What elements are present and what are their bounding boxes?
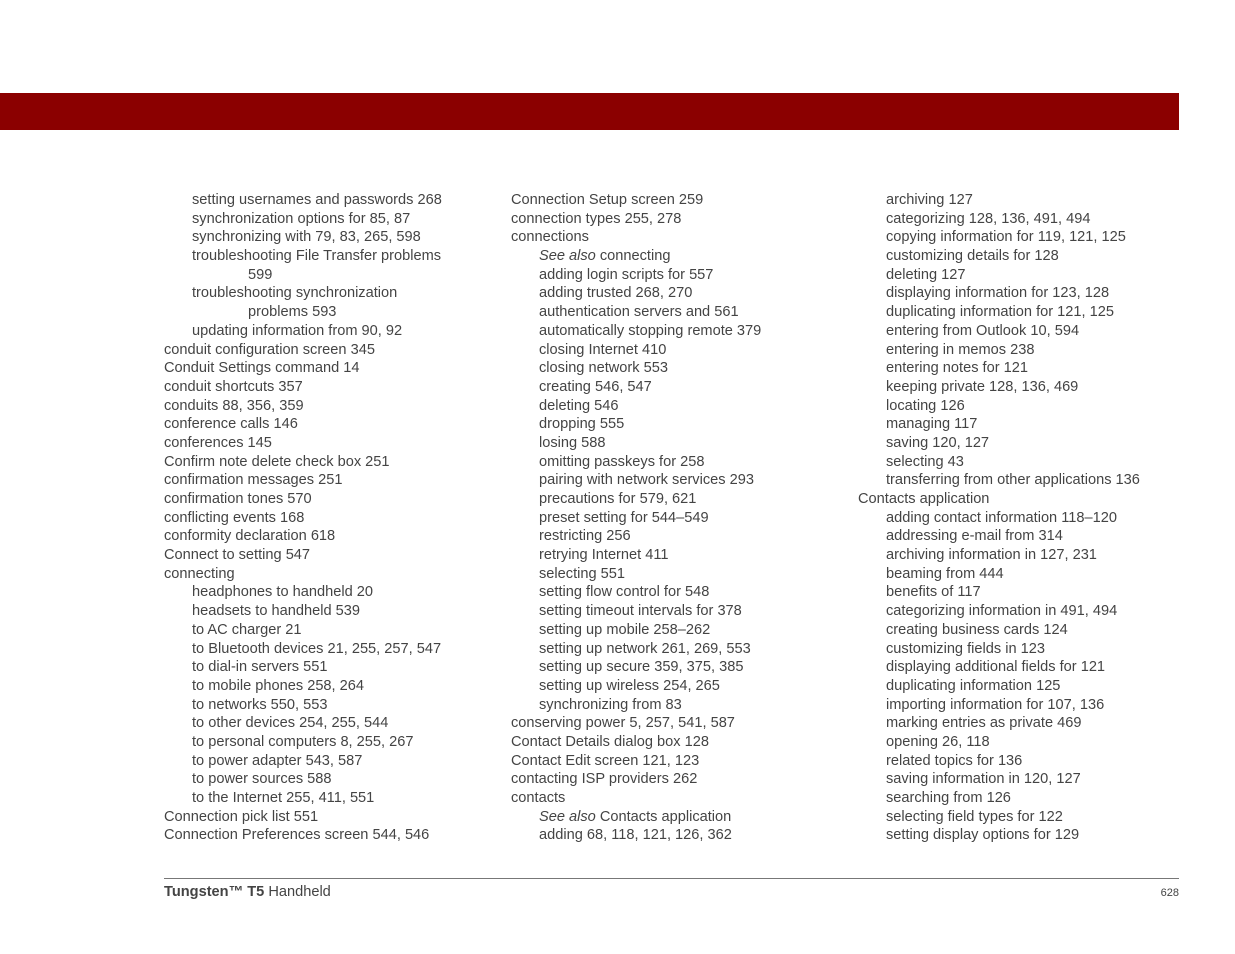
index-entry-text: dropping 555 xyxy=(539,416,625,433)
index-entry-text: searching from 126 xyxy=(886,790,1011,806)
index-entry-text: creating business cards 124 xyxy=(886,621,1068,638)
index-entry-text: confirmation messages 251 xyxy=(164,472,343,489)
see-also-label: See also xyxy=(539,248,596,265)
index-entry-text: troubleshooting synchronization xyxy=(192,285,398,302)
index-column-1 xyxy=(164,191,494,845)
index-entry-text: benefits of 117 xyxy=(886,584,981,601)
index-subentry xyxy=(511,677,841,696)
index-entry-text: Contacts application xyxy=(595,808,732,825)
index-entry xyxy=(164,378,494,397)
index-subentry xyxy=(858,471,1188,490)
index-subentry xyxy=(858,509,1188,528)
index-subentry xyxy=(511,415,841,434)
index-subentry xyxy=(858,677,1188,696)
index-subentry xyxy=(858,583,1188,602)
index-entry xyxy=(164,397,494,416)
index-entry-text: omitting passkeys for 258 xyxy=(539,453,705,470)
index-entry-text: managing 117 xyxy=(886,416,978,433)
index-subentry xyxy=(164,658,494,677)
index-subentry xyxy=(511,434,841,453)
index-entry xyxy=(164,359,494,378)
index-entry-text: updating information from 90, 92 xyxy=(192,322,403,339)
footer-product-title xyxy=(164,884,331,900)
index-entry-text: setting up wireless 254, 265 xyxy=(539,677,720,694)
index-entry-text: customizing details for 128 xyxy=(886,248,1059,265)
index-entry-text: synchronizing with 79, 83, 265, 598 xyxy=(192,229,421,246)
index-entry xyxy=(511,733,841,752)
index-entry-text: headsets to handheld 539 xyxy=(192,603,360,620)
index-subentry xyxy=(164,789,494,808)
index-entry-text: contacting ISP providers 262 xyxy=(511,771,698,788)
index-entry-text: Contact Details dialog box 128 xyxy=(511,733,709,750)
index-entry-text: selecting field types for 122 xyxy=(886,808,1063,825)
index-entry-text: importing information for 107, 136 xyxy=(886,696,1105,713)
see-also-label: See also xyxy=(539,808,596,825)
index-subentry xyxy=(164,284,494,303)
index-entry-text: conferences 145 xyxy=(164,434,272,451)
index-entry xyxy=(164,509,494,528)
index-subentry xyxy=(858,359,1188,378)
index-subentry xyxy=(511,509,841,528)
index-entry-text: connections xyxy=(511,229,589,246)
index-entry-text: Confirm note delete check box 251 xyxy=(164,453,390,470)
index-entry-text: addressing e-mail from 314 xyxy=(886,528,1063,545)
index-entry-text: duplicating information 125 xyxy=(886,677,1061,694)
index-subentry xyxy=(511,359,841,378)
index-subentry xyxy=(164,733,494,752)
index-subentry xyxy=(511,527,841,546)
index-entry-text: Contact Edit screen 121, 123 xyxy=(511,752,700,769)
index-subentry xyxy=(858,808,1188,827)
index-subentry xyxy=(511,397,841,416)
index-entry-text: creating 546, 547 xyxy=(539,378,652,395)
index-entry-text: conduit configuration screen 345 xyxy=(164,341,375,358)
index-entry-text: entering in memos 238 xyxy=(886,341,1035,358)
index-column-3 xyxy=(858,191,1188,845)
index-entry-text: authentication servers and 561 xyxy=(539,304,739,321)
page-number: 628 xyxy=(1160,887,1179,899)
index-entry-text: setting usernames and passwords 268 xyxy=(192,192,442,208)
index-entry-text: to mobile phones 258, 264 xyxy=(192,677,365,694)
index-entry xyxy=(511,752,841,771)
index-entry-text: beaming from 444 xyxy=(886,565,1004,582)
index-subentry xyxy=(511,640,841,659)
index-entry-text: to the Internet 255, 411, 551 xyxy=(192,790,375,806)
index-entry-text: entering notes for 121 xyxy=(886,360,1028,377)
index-entry-text: keeping private 128, 136, 469 xyxy=(886,378,1079,395)
index-subentry xyxy=(858,602,1188,621)
index-subentry xyxy=(164,247,494,266)
index-subentry xyxy=(164,752,494,771)
index-entry-text: conformity declaration 618 xyxy=(164,528,336,545)
index-entry-text: selecting 43 xyxy=(886,453,964,470)
index-entry-text: customizing fields in 123 xyxy=(886,640,1045,657)
index-entry-text: conference calls 146 xyxy=(164,416,298,433)
index-subentry xyxy=(511,266,841,285)
index-entry-text: conduits 88, 356, 359 xyxy=(164,397,304,414)
index-subentry xyxy=(511,583,841,602)
index-entry xyxy=(164,490,494,509)
index-subentry xyxy=(858,228,1188,247)
index-entry-text: marking entries as private 469 xyxy=(886,715,1082,732)
header-banner xyxy=(0,93,1179,130)
index-entry-text: locating 126 xyxy=(886,397,965,414)
index-entry-text: closing Internet 410 xyxy=(539,341,667,358)
index-subentry xyxy=(858,341,1188,360)
index-subentry xyxy=(511,658,841,677)
index-subentry xyxy=(164,583,494,602)
index-subentry xyxy=(164,322,494,341)
index-entry-text: setting up secure 359, 375, 385 xyxy=(539,659,744,676)
index-entry-text: deleting 127 xyxy=(886,266,966,283)
index-entry-text: entering from Outlook 10, 594 xyxy=(886,322,1080,339)
index-subentry xyxy=(511,471,841,490)
index-entry-text: to personal computers 8, 255, 267 xyxy=(192,733,414,750)
index-subentry xyxy=(511,341,841,360)
index-entry xyxy=(164,826,494,845)
index-entry-text: retrying Internet 411 xyxy=(539,547,669,564)
index-subentry xyxy=(858,752,1188,771)
index-entry-text: setting timeout intervals for 378 xyxy=(539,603,742,620)
index-subentry xyxy=(858,527,1188,546)
index-subentry xyxy=(858,658,1188,677)
index-entry-text: conflicting events 168 xyxy=(164,509,305,526)
index-entry-text: to power adapter 543, 587 xyxy=(192,752,363,769)
index-subentry xyxy=(164,266,494,285)
index-entry xyxy=(511,789,841,808)
index-subentry xyxy=(858,397,1188,416)
index-entry-text: categorizing 128, 136, 491, 494 xyxy=(886,210,1091,227)
index-subentry xyxy=(858,378,1188,397)
index-subentry xyxy=(164,696,494,715)
index-entry-text: to AC charger 21 xyxy=(192,621,302,638)
index-entry-text: setting up network 261, 269, 553 xyxy=(539,640,751,657)
index-entry-text: precautions for 579, 621 xyxy=(539,491,697,507)
index-subentry xyxy=(858,322,1188,341)
index-entry-text: problems 593 xyxy=(248,304,337,321)
index-subentry xyxy=(164,621,494,640)
index-entry-text: synchronization options for 85, 87 xyxy=(192,210,411,227)
index-subentry xyxy=(858,434,1188,453)
index-subentry xyxy=(858,714,1188,733)
index-subentry xyxy=(858,789,1188,808)
index-entry-text: adding contact information 118–120 xyxy=(886,509,1117,526)
index-subentry xyxy=(511,565,841,584)
index-subentry xyxy=(858,733,1188,752)
index-entry-text: confirmation tones 570 xyxy=(164,491,312,507)
index-subentry xyxy=(858,247,1188,266)
index-subentry xyxy=(858,565,1188,584)
index-entry-text: selecting 551 xyxy=(539,565,626,582)
index-subentry xyxy=(164,228,494,247)
index-entry xyxy=(164,434,494,453)
index-entry-text: automatically stopping remote 379 xyxy=(539,322,762,339)
index-entry-text: displaying information for 123, 128 xyxy=(886,285,1110,302)
index-entry-text: setting display options for 129 xyxy=(886,827,1080,844)
index-subentry xyxy=(511,378,841,397)
index-entry-text: contacts xyxy=(511,790,566,806)
index-entry-text: preset setting for 544–549 xyxy=(539,509,709,526)
index-subentry xyxy=(511,284,841,303)
index-subentry xyxy=(858,826,1188,845)
index-subentry xyxy=(858,415,1188,434)
footer-product-suffix: Handheld xyxy=(264,884,331,900)
index-entry xyxy=(164,415,494,434)
index-entry-text: to power sources 588 xyxy=(192,771,332,788)
index-subentry xyxy=(858,770,1188,789)
index-subentry xyxy=(164,640,494,659)
index-subentry xyxy=(858,640,1188,659)
index-subentry xyxy=(511,546,841,565)
index-entry-text: Conduit Settings command 14 xyxy=(164,360,360,377)
footer-product-name: Tungsten™ T5 xyxy=(164,884,265,900)
index-entry-text: 599 xyxy=(248,266,273,283)
index-entry-text: setting flow control for 548 xyxy=(539,584,710,601)
index-subentry xyxy=(164,191,494,210)
index-entry-text: synchronizing from 83 xyxy=(539,696,682,713)
index-column-2 xyxy=(511,191,841,845)
index-subentry xyxy=(511,490,841,509)
index-entry-text: to dial-in servers 551 xyxy=(192,659,328,676)
index-subentry xyxy=(164,303,494,322)
index-subentry xyxy=(511,696,841,715)
index-entry-text: connecting xyxy=(595,248,671,265)
index-subentry xyxy=(858,546,1188,565)
index-entry xyxy=(164,453,494,472)
index-entry-text: opening 26, 118 xyxy=(886,733,990,750)
index-entry-text: adding login scripts for 557 xyxy=(539,266,714,283)
index-entry-text: transferring from other applications 136 xyxy=(886,472,1140,489)
index-subentry xyxy=(511,808,841,827)
index-entry-text: Contacts application xyxy=(858,491,990,507)
index-entry xyxy=(858,490,1188,509)
index-entry xyxy=(164,808,494,827)
index-subentry xyxy=(164,770,494,789)
index-entry-text: to other devices 254, 255, 544 xyxy=(192,715,389,732)
index-entry-text: archiving 127 xyxy=(886,192,973,208)
index-subentry xyxy=(511,621,841,640)
index-entry-text: pairing with network services 293 xyxy=(539,472,754,489)
index-entry-text: adding 68, 118, 121, 126, 362 xyxy=(539,827,732,844)
index-subentry xyxy=(164,210,494,229)
index-entry xyxy=(164,341,494,360)
index-entry-text: to networks 550, 553 xyxy=(192,696,328,713)
index-entry-text: conduit shortcuts 357 xyxy=(164,378,303,395)
index-entry-text: losing 588 xyxy=(539,434,606,451)
index-subentry xyxy=(164,677,494,696)
index-subentry xyxy=(858,284,1188,303)
index-entry-text: closing network 553 xyxy=(539,360,668,377)
index-entry-text: Connect to setting 547 xyxy=(164,547,311,564)
index-subentry xyxy=(858,453,1188,472)
index-entry-text: adding trusted 268, 270 xyxy=(539,285,693,302)
index-entry-text: to Bluetooth devices 21, 255, 257, 547 xyxy=(192,640,442,657)
index-entry-text: connection types 255, 278 xyxy=(511,210,682,227)
index-subentry xyxy=(858,303,1188,322)
index-subentry xyxy=(511,453,841,472)
index-entry-text: saving information in 120, 127 xyxy=(886,771,1081,788)
index-subentry xyxy=(164,602,494,621)
index-entry-text: categorizing information in 491, 494 xyxy=(886,603,1118,620)
index-entry xyxy=(164,471,494,490)
index-entry-text: saving 120, 127 xyxy=(886,434,990,451)
index-entry xyxy=(511,770,841,789)
index-entry-text: Connection Setup screen 259 xyxy=(511,192,704,208)
index-entry xyxy=(511,714,841,733)
index-subentry xyxy=(164,714,494,733)
index-entry-text: troubleshooting File Transfer problems xyxy=(192,248,442,265)
index-entry-text: headphones to handheld 20 xyxy=(192,584,373,601)
index-subentry xyxy=(511,303,841,322)
index-entry xyxy=(164,546,494,565)
index-entry-text: related topics for 136 xyxy=(886,752,1023,769)
footer-divider xyxy=(164,878,1179,879)
index-subentry xyxy=(858,621,1188,640)
index-entry-text: deleting 546 xyxy=(539,397,619,414)
index-entry xyxy=(511,210,841,229)
index-subentry xyxy=(858,210,1188,229)
index-entry xyxy=(164,527,494,546)
index-entry xyxy=(511,191,841,210)
index-entry-text: archiving information in 127, 231 xyxy=(886,547,1097,564)
index-entry-text: restricting 256 xyxy=(539,528,631,545)
index-entry xyxy=(511,228,841,247)
index-subentry xyxy=(511,826,841,845)
index-subentry xyxy=(511,322,841,341)
index-entry-text: copying information for 119, 121, 125 xyxy=(886,229,1126,246)
index-subentry xyxy=(858,696,1188,715)
index-subentry xyxy=(511,247,841,266)
index-entry xyxy=(164,565,494,584)
index-entry-text: conserving power 5, 257, 541, 587 xyxy=(511,715,735,732)
index-entry-text: displaying additional fields for 121 xyxy=(886,659,1106,676)
index-entry-text: duplicating information for 121, 125 xyxy=(886,304,1114,321)
index-subentry xyxy=(858,191,1188,210)
index-subentry xyxy=(511,602,841,621)
index-subentry xyxy=(858,266,1188,285)
index-entry-text: setting up mobile 258–262 xyxy=(539,621,711,638)
index-entry-text: connecting xyxy=(164,565,235,582)
index-entry-text: Connection Preferences screen 544, 546 xyxy=(164,827,430,844)
index-entry-text: Connection pick list 551 xyxy=(164,808,319,825)
